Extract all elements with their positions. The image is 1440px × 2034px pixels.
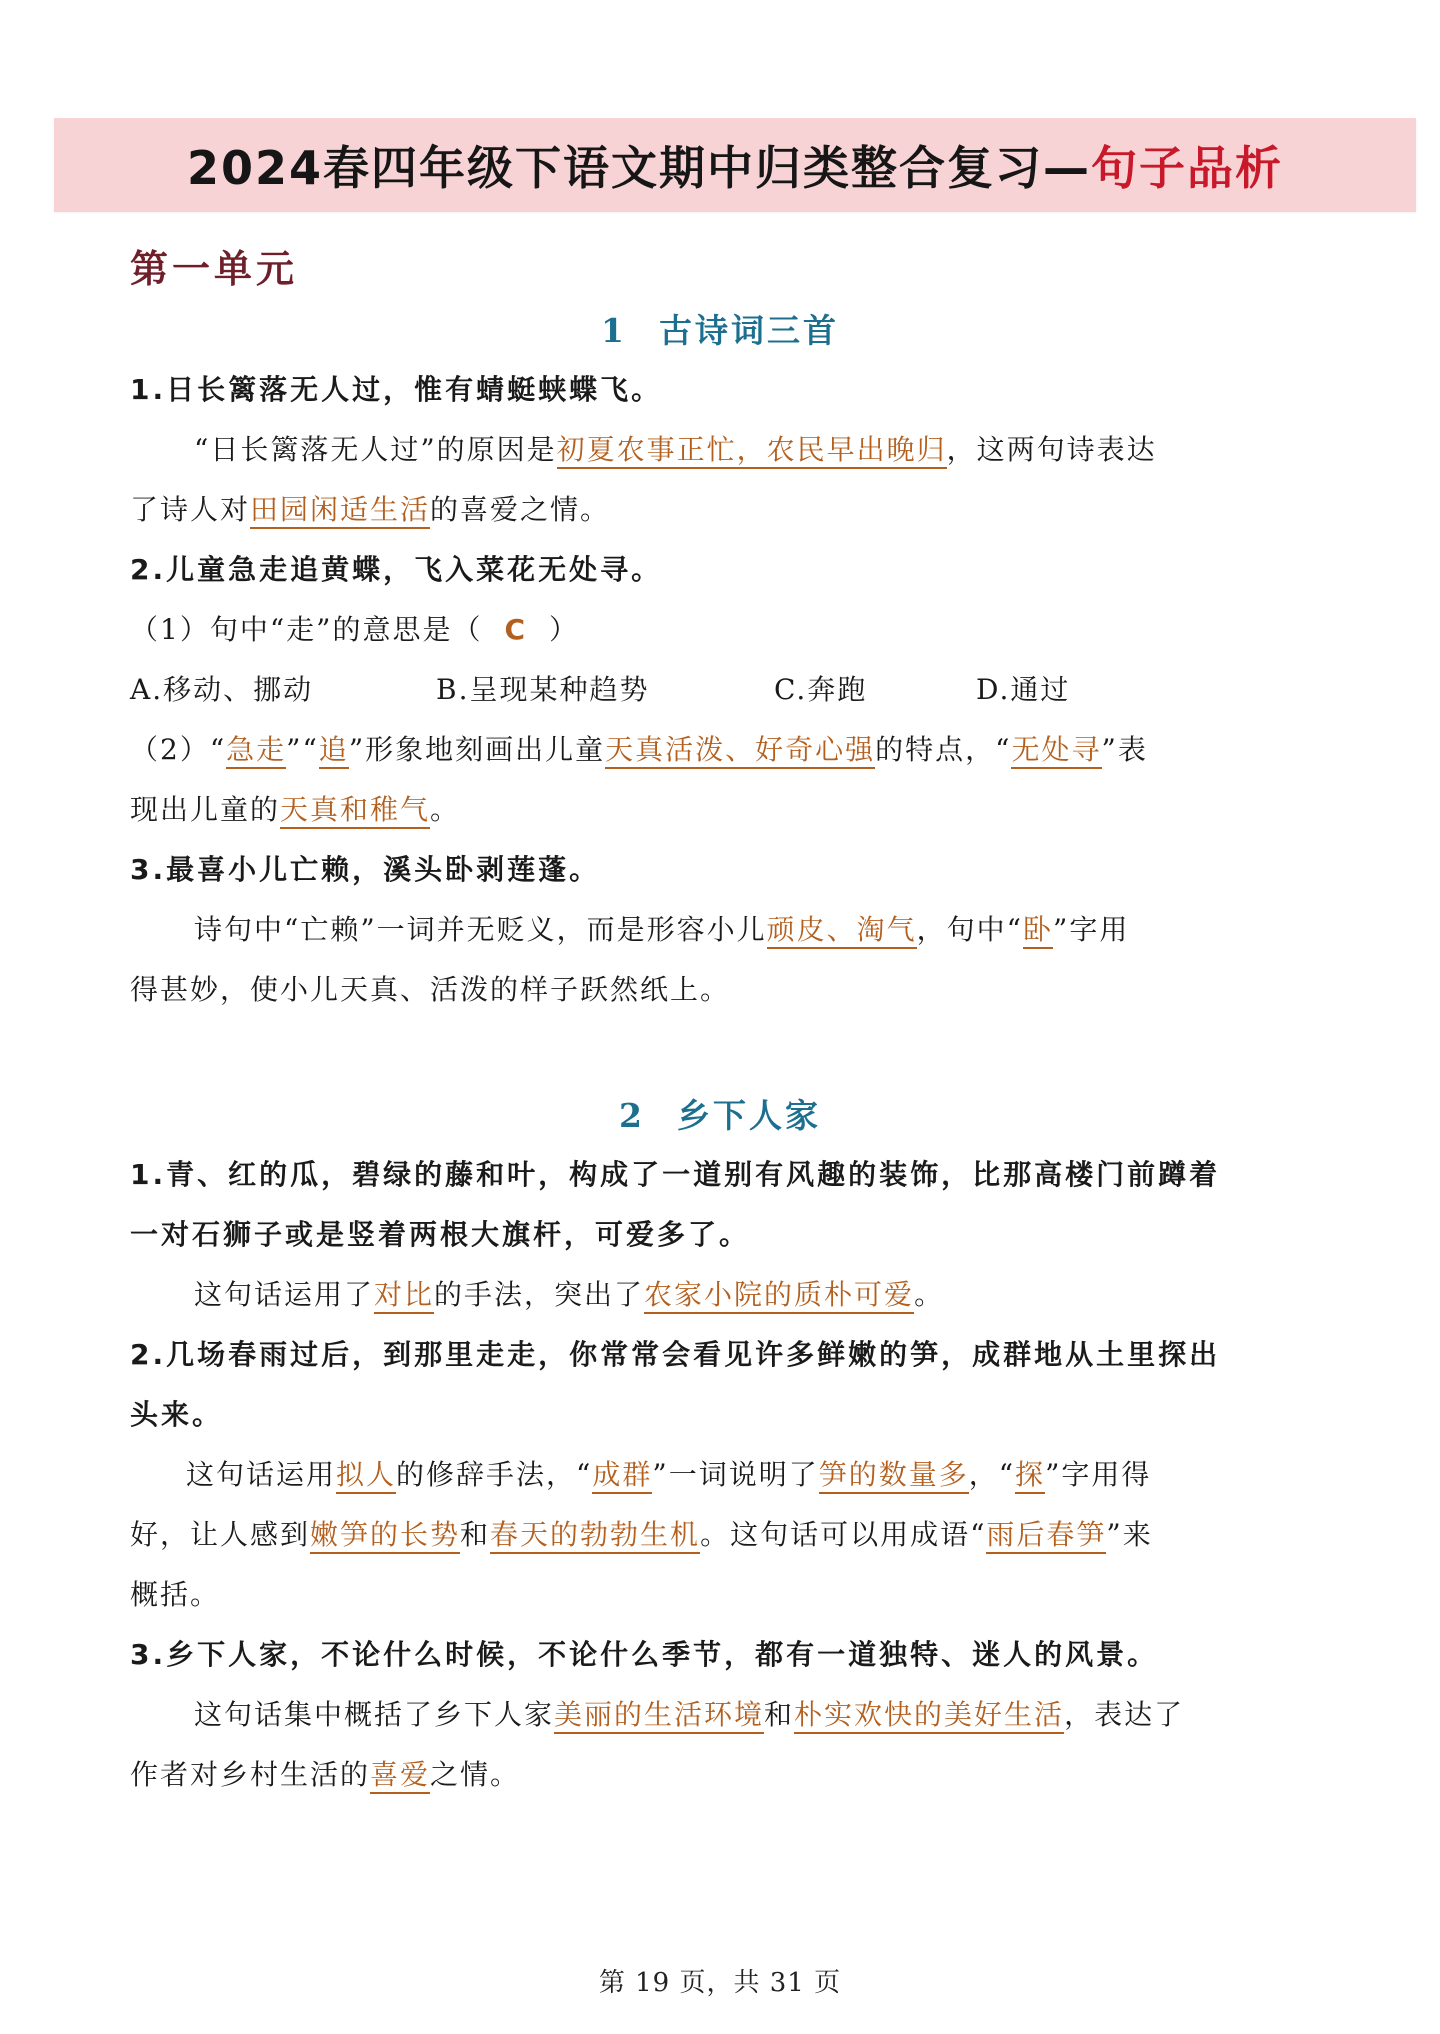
analysis-2-3-line-1 [130, 1685, 1310, 1745]
answer: 顽皮、淘气 [767, 913, 917, 949]
sub-question-1-2-2-line-1 [130, 720, 1310, 780]
text: ） [549, 613, 580, 646]
question-2-2-line-1: 2.几场春雨过后，到那里走走，你常常会看见许多鲜嫩的笋，成群地从土里探出 [130, 1338, 1221, 1371]
text: 的特点，“ [875, 733, 1012, 766]
answer: 天真和稚气 [280, 793, 430, 829]
analysis-2-2-line-3: 概括。 [130, 1578, 221, 1611]
text: 的喜爱之情。 [430, 493, 611, 526]
answer: 笋的数量多 [819, 1458, 969, 1494]
text: 和 [764, 1698, 795, 1731]
answer: 探 [1015, 1458, 1045, 1494]
answer: 春天的勃勃生机 [490, 1518, 700, 1554]
text: 之情。 [430, 1758, 521, 1791]
text: （1）句中“走”的意思是（ [130, 613, 483, 646]
text: ”字用 [1053, 913, 1130, 946]
analysis-1-1-line-1 [130, 420, 1310, 480]
text: ”字用得 [1045, 1458, 1152, 1491]
text: 的修辞手法，“ [396, 1458, 593, 1491]
text: ，句中“ [916, 913, 1023, 946]
text: 作者对乡村生活的 [130, 1758, 371, 1791]
question-1-2: 2.儿童急走追黄蝶，飞入菜花无处寻。 [130, 553, 663, 586]
question-2-1-line-2: 一对石狮子或是竖着两根大旗杆，可爱多了。 [130, 1218, 751, 1251]
text: （2）“ [130, 733, 227, 766]
question-1-1: 1.日长篱落无人过，惟有蜻蜓蛱蝶飞。 [130, 373, 663, 406]
analysis-1-1-line-2 [130, 480, 1310, 540]
text: “日长篱落无人过”的原因是 [194, 433, 557, 466]
text: 的手法，突出了 [434, 1278, 645, 1311]
answer: 对比 [374, 1278, 434, 1314]
text: 。 [914, 1278, 945, 1311]
option-a: A.移动、挪动 [130, 673, 314, 706]
lesson-2-content [130, 1145, 1310, 1805]
text: ”“ [286, 733, 319, 766]
lesson-2-name: 乡下人家 [676, 1096, 821, 1135]
text: 。 [430, 793, 461, 826]
answer: 天真活泼、好奇心强 [605, 733, 875, 769]
text: ”表 [1101, 733, 1148, 766]
page-title [187, 132, 1283, 198]
text: ”形象地刻画出儿童 [348, 733, 606, 766]
text: 现出儿童的 [130, 793, 281, 826]
lesson-1-number: 1 [601, 311, 627, 350]
answer: 初夏农事正忙，农民早出晚归 [557, 433, 947, 469]
answer: 农家小院的质朴可爱 [644, 1278, 914, 1314]
lesson-1-content [130, 360, 1310, 1020]
text: ，“ [968, 1458, 1016, 1491]
question-1-3: 3.最喜小儿亡赖，溪头卧剥莲蓬。 [130, 853, 601, 886]
answer: 雨后春笋 [986, 1518, 1106, 1554]
option-d: D.通过 [976, 673, 1071, 706]
text: 这句话集中概括了乡下人家 [194, 1698, 555, 1731]
analysis-2-2-line-1 [130, 1445, 1310, 1505]
sub-question-1-2-1 [130, 600, 1310, 660]
text: 诗句中“亡赖”一词并无贬义，而是形容小儿 [194, 913, 767, 946]
option-b: B.呈现某种趋势 [436, 673, 650, 706]
text: 好，让人感到 [130, 1518, 311, 1551]
options-row [130, 660, 1310, 720]
answer: 追 [319, 733, 349, 769]
answer: 嫩笋的长势 [310, 1518, 460, 1554]
answer: 朴实欢快的美好生活 [794, 1698, 1064, 1734]
analysis-2-1 [130, 1265, 1310, 1325]
question-2-3: 3.乡下人家，不论什么时候，不论什么季节，都有一道独特、迷人的风景。 [130, 1638, 1159, 1671]
sub-question-1-2-2-line-2 [130, 780, 1310, 840]
title-accent: 句子品析 [1091, 141, 1284, 195]
answer: 急走 [226, 733, 286, 769]
text: ，这两句诗表达 [946, 433, 1157, 466]
text: 这句话运用了 [194, 1278, 375, 1311]
choice-answer: C [504, 613, 528, 646]
lesson-1-name: 古诗词三首 [658, 311, 839, 350]
answer: 喜爱 [370, 1758, 430, 1794]
analysis-1-3-line-2: 得甚妙，使小儿天真、活泼的样子跃然纸上。 [130, 973, 731, 1006]
text: ，表达了 [1064, 1698, 1185, 1731]
analysis-1-3-line-1 [130, 900, 1310, 960]
text: 和 [460, 1518, 491, 1551]
answer: 田园闲适生活 [250, 493, 430, 529]
question-2-2-line-2: 头来。 [130, 1398, 224, 1431]
lesson-2-heading [0, 1090, 1440, 1137]
analysis-2-3-line-2 [130, 1745, 1310, 1805]
lesson-1-heading [0, 305, 1440, 352]
option-c: C.奔跑 [774, 673, 868, 706]
title-banner [54, 118, 1416, 212]
answer: 拟人 [336, 1458, 396, 1494]
answer: 美丽的生活环境 [554, 1698, 764, 1734]
analysis-2-2-line-2 [130, 1505, 1310, 1565]
answer: 卧 [1023, 913, 1053, 949]
text: 这句话运用 [186, 1458, 337, 1491]
title-main: 2024春四年级下语文期中归类整合复习— [186, 141, 1092, 195]
answer: 无处寻 [1011, 733, 1101, 769]
question-2-1-line-1: 1.青、红的瓜，碧绿的藤和叶，构成了一道别有风趣的装饰，比那高楼门前蹲着 [130, 1158, 1221, 1191]
text: ”来 [1106, 1518, 1153, 1551]
text: 。这句话可以用成语“ [700, 1518, 987, 1551]
text: ”一词说明了 [652, 1458, 819, 1491]
page-number: 第 19 页，共 31 页 [598, 1968, 842, 1998]
unit-heading: 第一单元 [130, 246, 299, 291]
lesson-2-number: 2 [619, 1096, 645, 1135]
answer: 成群 [592, 1458, 652, 1494]
text: 了诗人对 [130, 493, 251, 526]
